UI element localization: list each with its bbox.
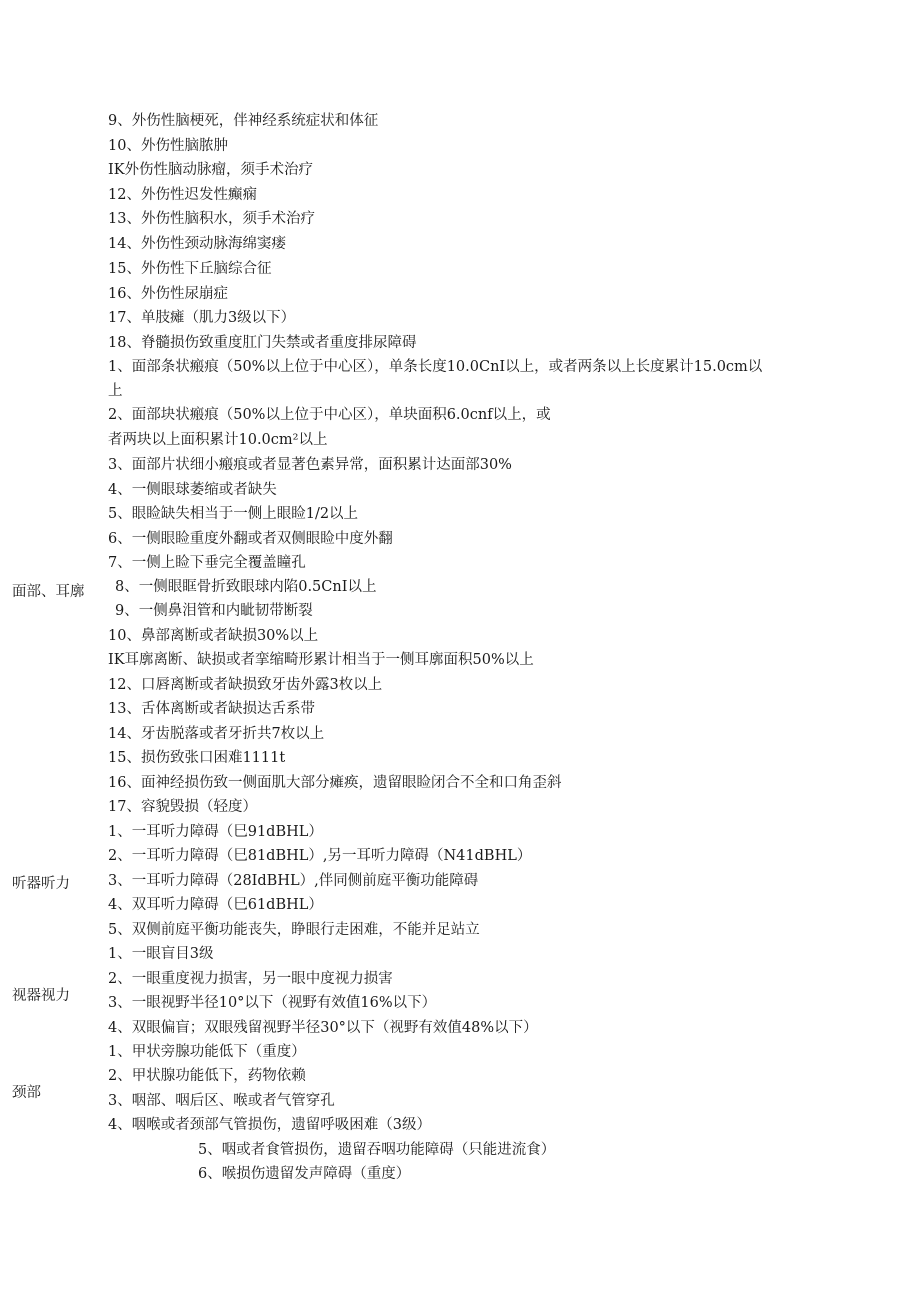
- neck-item-2: 2、甲状腺功能低下，药物依赖: [108, 1068, 306, 1084]
- hearing-item-3: 3、一耳听力障碍（28IdBHL）,伴同侧前庭平衡功能障碍: [108, 873, 479, 889]
- vision-item-4: 4、双眼偏盲；双眼残留视野半径30°以下（视野有效值48%以下）: [108, 1020, 538, 1036]
- category-hearing: 听器听力: [12, 876, 70, 892]
- brain-item-14: 14、外伤性颈动脉海绵窦瘘: [108, 236, 286, 252]
- brain-item-10: 10、外伤性脑脓肿: [108, 138, 228, 154]
- hearing-item-1: 1、一耳听力障碍（巳91dBHL）: [108, 824, 323, 840]
- brain-item-18: 18、脊髓损伤致重度肛门失禁或者重度排尿障碍: [108, 335, 417, 351]
- brain-item-17: 17、单肢瘫（肌力3级以下）: [108, 310, 296, 326]
- face-item-6: 6、一侧眼睑重度外翻或者双侧眼睑中度外翻: [108, 531, 393, 547]
- category-vision: 视器视力: [12, 988, 70, 1004]
- face-item-3: 3、面部片状细小瘢痕或者显著色素异常，面积累计达面部30%: [108, 457, 512, 473]
- brain-item-16: 16、外伤性尿崩症: [108, 286, 228, 302]
- hearing-item-5: 5、双侧前庭平衡功能丧失，睁眼行走困难，不能并足站立: [108, 922, 480, 938]
- face-item-16: 16、面神经损伤致一侧面肌大部分瘫痪，遗留眼睑闭合不全和口角歪斜: [108, 775, 562, 791]
- face-item-14: 14、牙齿脱落或者牙折共7枚以上: [108, 726, 325, 742]
- face-item-12: 12、口唇离断或者缺损致牙齿外露3枚以上: [108, 677, 383, 693]
- hearing-item-4: 4、双耳听力障碍（巳61dBHL）: [108, 897, 323, 913]
- face-item-4: 4、一侧眼球萎缩或者缺失: [108, 482, 277, 498]
- hearing-item-2: 2、一耳听力障碍（巳81dBHL）,另一耳听力障碍（N41dBHL）: [108, 848, 532, 864]
- brain-item-15: 15、外伤性下丘脑综合征: [108, 261, 272, 277]
- vision-item-2: 2、一眼重度视力损害，另一眼中度视力损害: [108, 971, 393, 987]
- face-item-15: 15、损伤致张口困难1111t: [108, 750, 286, 766]
- neck-item-3: 3、咽部、咽后区、喉或者气管穿孔: [108, 1093, 335, 1109]
- face-item-2-line1: 2、面部块状瘢痕（50%以上位于中心区），单块面积6.0cnf以上，或: [108, 407, 551, 423]
- neck-item-6: 6、喉损伤遗留发声障碍（重度）: [198, 1166, 411, 1182]
- neck-item-5: 5、咽或者食管损伤，遗留吞咽功能障碍（只能进流食）: [198, 1142, 556, 1158]
- face-item-7: 7、一侧上睑下垂完全覆盖瞳孔: [108, 555, 306, 571]
- brain-item-11: IK外伤性脑动脉瘤，须手术治疗: [108, 162, 314, 178]
- brain-item-13: 13、外伤性脑积水，须手术治疗: [108, 211, 315, 227]
- face-item-11: IK耳廓离断、缺损或者挛缩畸形累计相当于一侧耳廓面积50%以上: [108, 652, 534, 668]
- face-item-5: 5、眼睑缺失相当于一侧上眼睑1/2以上: [108, 506, 359, 522]
- brain-item-9: 9、外伤性脑梗死，伴神经系统症状和体征: [108, 113, 379, 129]
- face-item-17: 17、容貌毁损（轻度）: [108, 799, 257, 815]
- vision-item-3: 3、一眼视野半径10°以下（视野有效值16%以下）: [108, 995, 437, 1011]
- category-neck: 颈部: [12, 1085, 41, 1101]
- face-item-8: 8、一侧眼眶骨折致眼球内陷0.5CnI以上: [115, 579, 377, 595]
- face-item-1-line1: 1、面部条状瘢痕（50%以上位于中心区），单条长度10.0CnI以上，或者两条以上长度累计15.0cm以: [108, 359, 763, 375]
- brain-item-12: 12、外伤性迟发性癫痫: [108, 187, 257, 203]
- face-item-9: 9、一侧鼻泪管和内眦韧带断裂: [115, 603, 313, 619]
- neck-item-1: 1、甲状旁腺功能低下（重度）: [108, 1044, 306, 1060]
- face-item-13: 13、舌体离断或者缺损达舌系带: [108, 701, 315, 717]
- face-item-2-line2: 者两块以上面积累计10.0cm²以上: [108, 432, 328, 448]
- face-item-10: 10、鼻部离断或者缺损30%以上: [108, 628, 319, 644]
- neck-item-4: 4、咽喉或者颈部气管损伤，遗留呼吸困难（3级）: [108, 1117, 431, 1133]
- face-item-1-line2: 上: [108, 383, 123, 399]
- vision-item-1: 1、一眼盲目3级: [108, 946, 214, 962]
- category-face-ear: 面部、耳廓: [12, 584, 85, 600]
